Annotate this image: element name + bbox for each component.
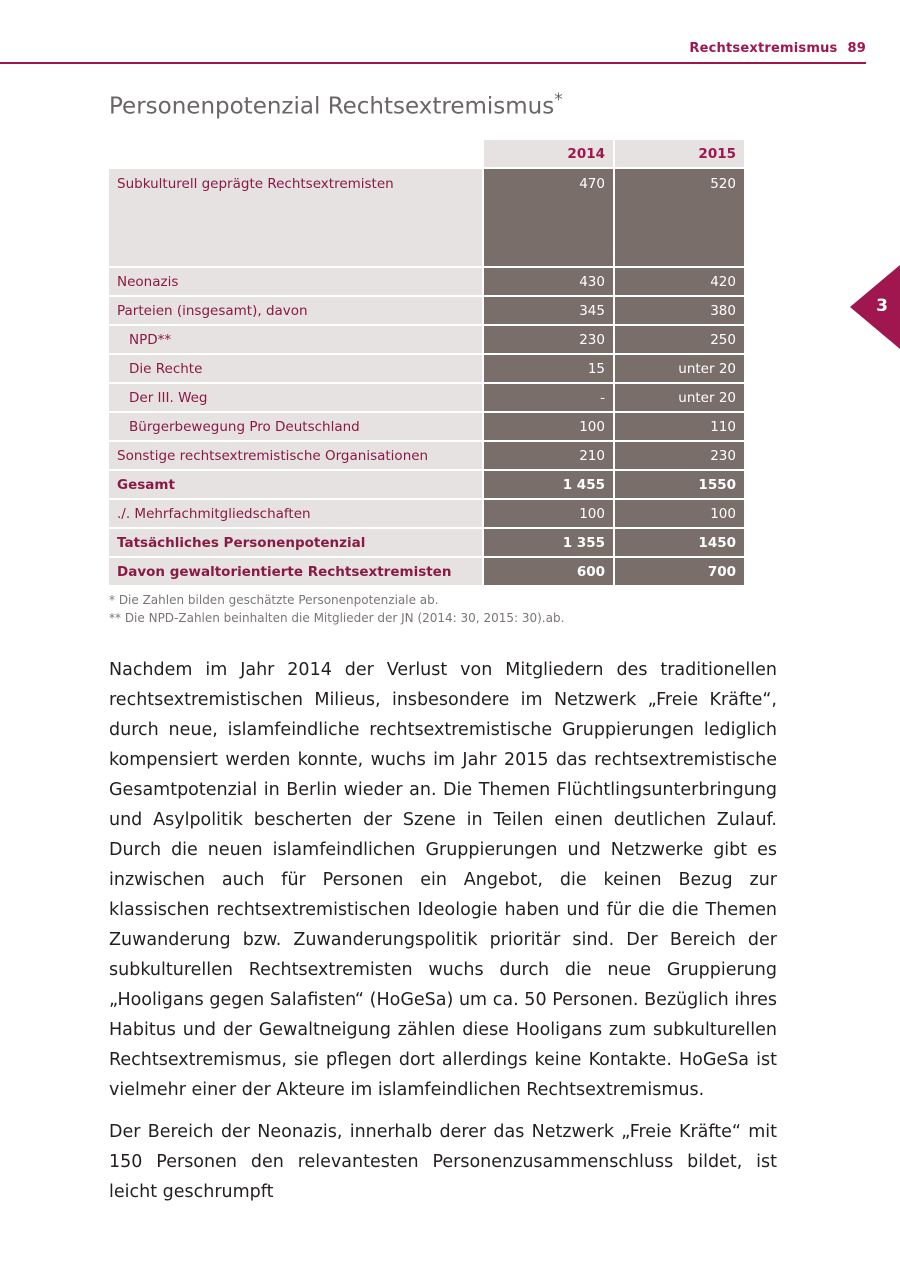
table-title-footnote-mark: *: [554, 90, 563, 110]
table-title-text: Personenpotenzial Rechtsextremismus: [109, 93, 555, 120]
table-row: [109, 355, 744, 382]
table-row-violent: [109, 558, 744, 585]
chapter-number: 3: [876, 296, 888, 316]
value-2015: 110: [615, 413, 744, 440]
value-2014: 1 455: [484, 471, 613, 498]
value-2014: 600: [484, 558, 613, 585]
header-year-2015: 2015: [615, 140, 744, 167]
footnote: ** Die NPD-Zahlen beinhalten die Mitglieder der JN (2014: 30, 2015: 30).ab.: [109, 611, 565, 625]
value-2014: 230: [484, 326, 613, 353]
header-rule: [0, 62, 866, 64]
row-label: ./. Mehrfachmitgliedschaften: [109, 500, 482, 527]
value-2014: 15: [484, 355, 613, 382]
table-header-row: [109, 140, 744, 167]
value-2014: 345: [484, 297, 613, 324]
value-2014: 470: [484, 169, 613, 266]
value-2015: 100: [615, 500, 744, 527]
table-row: [109, 442, 744, 469]
row-label: Sonstige rechtsextremistische Organisationen: [109, 442, 482, 469]
value-2015: unter 20: [615, 384, 744, 411]
table-footnotes: [109, 591, 564, 627]
value-2015: unter 20: [615, 355, 744, 382]
value-2014: 100: [484, 500, 613, 527]
table-row-actual: [109, 529, 744, 556]
table-row-total: [109, 471, 744, 498]
value-2015: 380: [615, 297, 744, 324]
value-2015: 1450: [615, 529, 744, 556]
row-label: Subkulturell geprägte Rechtsextremisten: [109, 169, 482, 266]
value-2015: 1550: [615, 471, 744, 498]
table-row: [109, 413, 744, 440]
body-text: [109, 655, 777, 1219]
running-head: [689, 41, 866, 56]
row-label: Parteien (insgesamt), davon: [109, 297, 482, 324]
table-row: [109, 297, 744, 324]
table-row: [109, 326, 744, 353]
row-label: Tatsächliches Personenpotenzial: [109, 529, 482, 556]
row-label: NPD**: [109, 326, 482, 353]
row-label: Gesamt: [109, 471, 482, 498]
footnote: * Die Zahlen bilden geschätzte Personenpotenziale ab.: [109, 593, 439, 607]
table-title: [109, 90, 563, 120]
table-row: [109, 500, 744, 527]
paragraph: Der Bereich der Neonazis, innerhalb derer das Netzwerk „Freie Kräfte“ mit 150 Personen den relevantesten Personenzusammenschluss bildet, ist leicht geschrumpft: [109, 1122, 777, 1202]
chapter-tab-marker: [850, 265, 900, 349]
value-2015: 230: [615, 442, 744, 469]
value-2014: 430: [484, 268, 613, 295]
row-label: Der III. Weg: [109, 384, 482, 411]
value-2014: 100: [484, 413, 613, 440]
header-empty-cell: [109, 140, 482, 167]
value-2015: 700: [615, 558, 744, 585]
value-2014: 210: [484, 442, 613, 469]
value-2014: -: [484, 384, 613, 411]
value-2015: 420: [615, 268, 744, 295]
table-row: [109, 169, 744, 266]
value-2014: 1 355: [484, 529, 613, 556]
header-year-2014: 2014: [484, 140, 613, 167]
paragraph: Nachdem im Jahr 2014 der Verlust von Mitgliedern des traditionellen rechtsextremistischen Milieus, insbesondere im Netzwerk „Freie Kräfte“, durch neue, islamfeindliche rechtsextremistische Gruppierungen lediglich kompensiert werden konnte, wuchs im Jahr 2015 das rechtsextremistische Gesamtpotenzial in Berlin wieder an. Die Themen Flüchtlingsunterbringung und Asylpolitik bescherten der Szene in Teilen einen deutlichen Zulauf. Durch die neuen islamfeindlichen Gruppierungen und Netzwerke gibt es inzwischen auch für Personen ein Angebot, die keinen Bezug zur klassischen rechtsextremistischen Ideologie haben und für die die Themen Zuwanderung bzw. Zuwanderungspolitik prioritär sind. Der Bereich der subkulturellen Rechtsextremisten wuchs durch die neue Gruppierung „Hooligans gegen Salafisten“ (HoGeSa) um ca. 50 Personen. Bezüglich ihres Habitus und der Gewaltneigung zählen diese Hooligans zum subkulturellen Rechtsextremismus, sie pflegen dort allerdings keine Kontakte. HoGeSa ist vielmehr einer der Akteure im islamfeindlichen Rechtsextremismus.: [109, 660, 777, 1100]
personenpotenzial-table: [107, 138, 746, 587]
value-2015: 250: [615, 326, 744, 353]
row-label: Bürgerbewegung Pro Deutschland: [109, 413, 482, 440]
row-label: Neonazis: [109, 268, 482, 295]
page-number: 89: [847, 41, 866, 56]
table-row: [109, 384, 744, 411]
row-label: Davon gewaltorientierte Rechtsextremisten: [109, 558, 482, 585]
value-2015: 520: [615, 169, 744, 266]
table-row: [109, 268, 744, 295]
section-title: Rechtsextremismus: [689, 41, 838, 56]
row-label: Die Rechte: [109, 355, 482, 382]
